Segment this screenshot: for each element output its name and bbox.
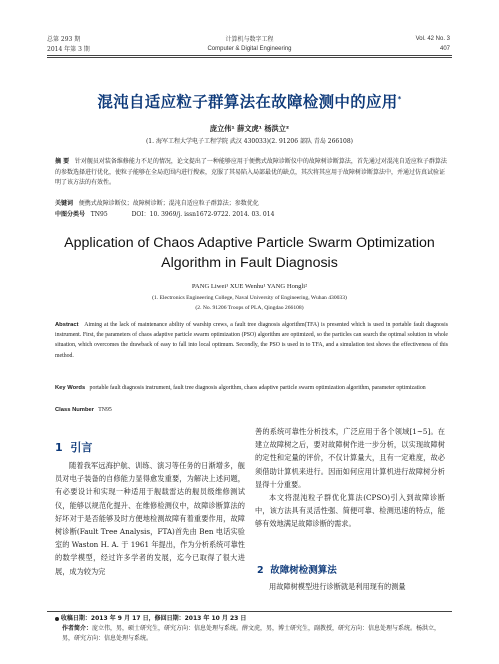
authors-cn: 庞立伟¹ 薛文虎¹ 杨洪立² [209, 124, 290, 133]
section-1-heading: 1 引言 [55, 441, 93, 454]
class-number-en: Class Number TN95 [55, 407, 112, 413]
page-number: 407 [439, 46, 450, 52]
bullet-icon [55, 617, 59, 621]
title-en-line-2: Algorithm in Fault Diagnosis [161, 255, 338, 271]
issue-date: 2014 年第 3 期 [47, 46, 90, 53]
footnote [55, 614, 448, 644]
issue-number: 总第 293 期 [47, 36, 81, 43]
section-2-heading: 2 故障树检测算法 [257, 565, 337, 576]
received-date: 收稿日期：2013 年 9 月 17 日，修回日期：2013 年 10 月 23 日 [55, 614, 448, 624]
journal-name-en: Computer & Digital Engineering [207, 46, 292, 52]
title-cn: 混沌自适应粒子群算法在故障检测中的应用* [97, 93, 402, 111]
authors-en: PANG Liwei¹ XUE Wenhu¹ YANG Hongli² [191, 283, 308, 290]
affiliation-en-1: (1. Electronics Engineering College, Naval University of Engineering, Wuhan 430033) [152, 295, 347, 301]
abstract-en [55, 320, 448, 361]
abstract-cn-label: 摘 要 [55, 158, 70, 165]
header-rule [47, 55, 452, 56]
abstract-en-text: Aiming at the lack of maintenance ability of warship crews, a fault tree diagnosis algorithm(TFA) is presented which is used in portable fault diagnosis instrument. First, the parameters of chaos adaptive particle swarm optimization (PSO) algorithm are optimized, so the particles can search the optimal solution in whole situation, which overcomes the drawback of easy to fall into local optimum. Secondly, the PSO is used in to TFA, and a simulation test shows the effectiveness of this method. [55, 322, 448, 359]
class-number-cn: 中图分类号 TN95 DOI：10. 3969/j. issn1672-9722. 2014. 03. 014 [55, 211, 275, 218]
affiliation-en-2: (2. No. 91206 Troops of PLA, Qingdao 266108) [195, 305, 304, 311]
footnote-rule [47, 611, 452, 612]
keywords-en: Key Words portable fault diagnosis instrument, fault tree diagnosis algorithm, chaos adaptive particle swarm optimization algorithm, parameter optimization [55, 385, 426, 391]
right-para-2: 本文将混沌粒子群优化算法(CPSO)引入到故障诊断中，该方法具有灵活性强、简便可靠、检测迅速的特点，能够有效地满足故障诊断的需求。 [255, 493, 445, 529]
keywords-cn: 关键词 便携式故障诊断仪；故障树诊断；混沌自适应粒子群算法；参数优化 [55, 200, 259, 207]
left-column-text: 随着我军远海护航、训练、演习等任务的日渐增多，舰员对电子装备的自修能力显得愈发重要，为解决上述问题，有必要设计和实现一种适用于舰载雷达的舰员级维修测试仪，能够以规范化提升、在维修检测仪中，故障诊断算法的好坏对于是否能够及时方便地检测故障有着重要作用，故障树诊断(Fault Tree Analysis，FTA)首先由 Ben 电话实验室的 Waston H. A. 于 1961 年提出，作为分析系统可靠性的数学模型，经过许多学者的发展，迄今已取得了很大进展，成为较为完 [55, 461, 245, 576]
right-column-text-2: 用故障树模型进行诊断就是利用现有的测量 [269, 582, 406, 591]
volume: Vol. 42 No. 3 [415, 36, 450, 42]
right-column-text [255, 425, 445, 531]
abstract-cn-text: 针对舰员对装备维修能力不足的情况，论文提出了一种能够应用于便携式故障诊断仪中的故障树诊断算法，首先通过对混沌自适应粒子群算法的参数选择进行优化，使粒子能够在全局范围内进行搜索，克服了其易陷入局部最优的缺点，其次将其应用于故障树诊断算法中，并通过仿真试验证明了该方法的有效性。 [55, 158, 447, 186]
abstract-cn [55, 157, 448, 189]
doi: DOI：10. 3969/j. issn1672-9722. 2014. 03. 014 [131, 211, 275, 218]
affiliation-cn: (1. 海军工程大学电子工程学院 武汉 430033)(2. 91206 部队 青岛 266108) [145, 138, 354, 145]
right-para-1: 善的系统可靠性分析技术，广泛应用于各个领域[1~5]。在建立故障树之后，要对故障树作进一步分析，以实现故障树的定性和定量的评价，不仅计算量大，且有一定难度，故必须借助计算机来进行。因而如何应用计算机进行故障树分析显得十分重要。 [255, 427, 445, 489]
title-en-line-1: Application of Chaos Adaptive Particle Swarm Optimization [64, 235, 435, 251]
author-bio: 作者简介：庞立伟，男，硕士研究生，研究方向：信息处理与系统。薛文虎，男，博士研究生，副教授，研究方向：信息处理与系统。杨洪立，男，研究方向：信息处理与系统。 [62, 625, 441, 642]
journal-name-cn: 计算机与数字工程 [225, 36, 274, 43]
header-rule-2 [47, 57, 452, 58]
abstract-en-label: Abstract [55, 322, 79, 328]
